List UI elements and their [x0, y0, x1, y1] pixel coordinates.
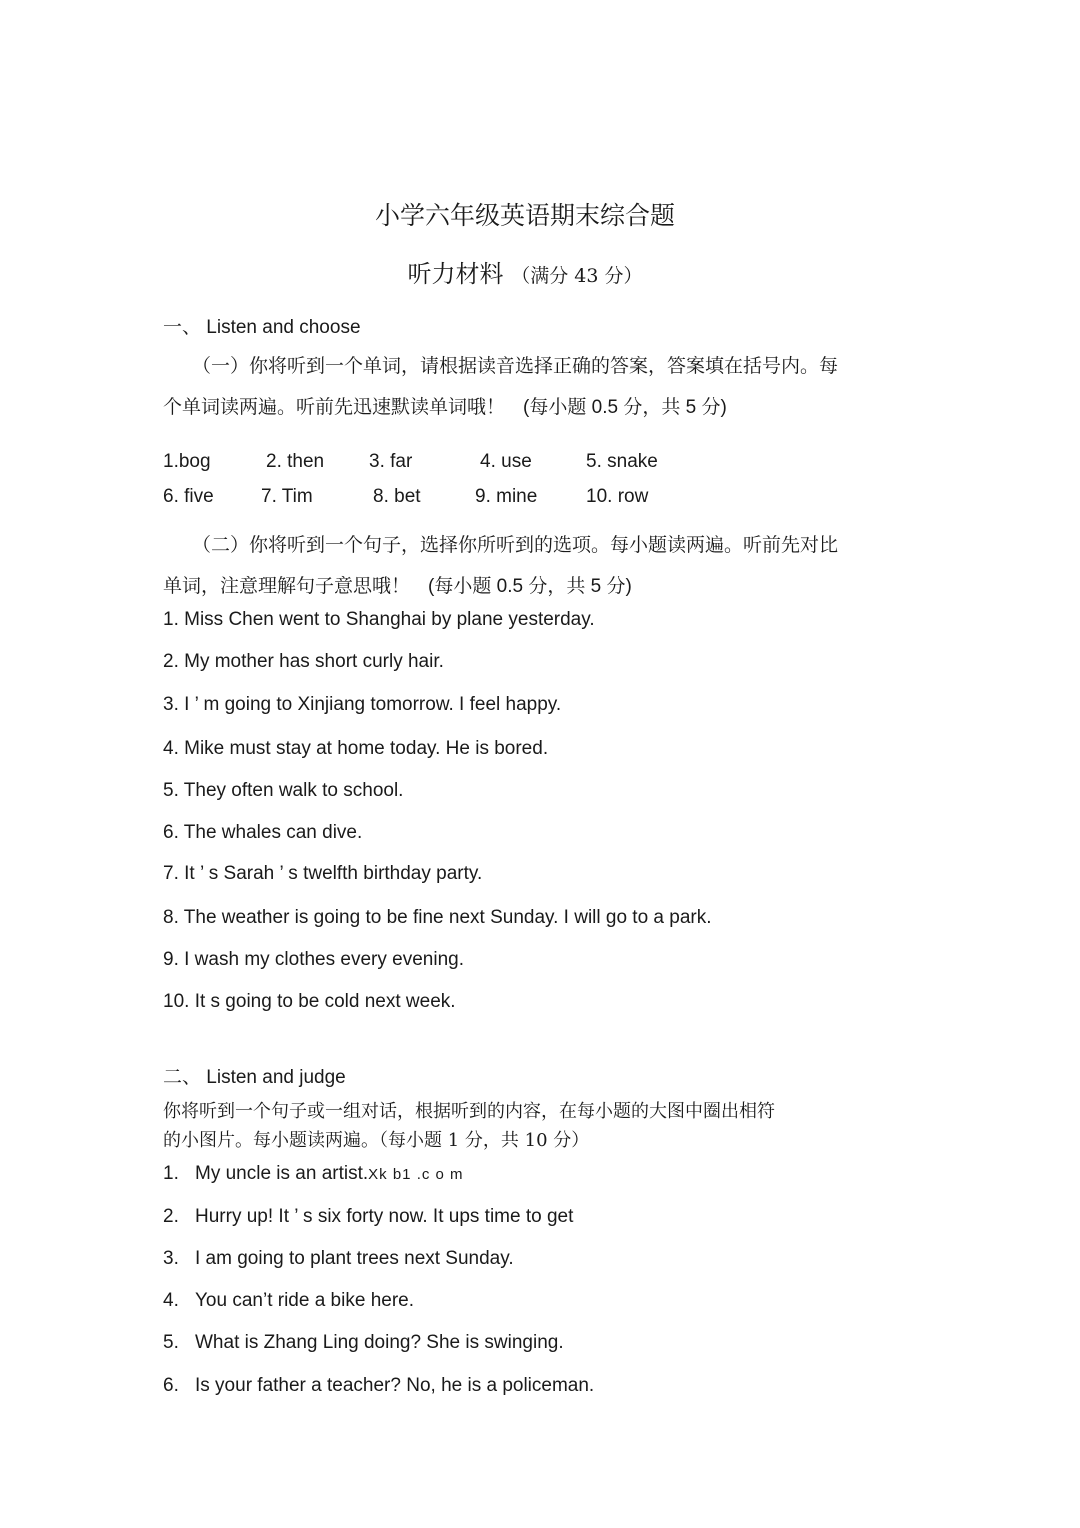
word-item: 7. Tim: [261, 486, 313, 507]
judge-item-text: Is your father a teacher? No, he is a policeman.: [195, 1375, 595, 1396]
page-title: 小学六年级英语期末综合题: [374, 201, 675, 230]
judge-item-number: 6.: [163, 1375, 179, 1396]
word-item: 1.bog: [163, 451, 211, 472]
word-item: 8. bet: [373, 486, 421, 507]
part2-instruction-line2: [163, 571, 632, 598]
judge-item-number: 3.: [163, 1248, 179, 1269]
section1-heading: 一、 Listen and choose: [163, 317, 361, 338]
sentence-item: 2. My mother has short curly hair.: [163, 651, 444, 672]
section2-instruction-line1: 你将听到一个句子或一组对话，根据听到的内容，在每小题的大图中圈出相符: [163, 1101, 775, 1122]
judge-item-text: [195, 1163, 464, 1185]
sentence-item: 6. The whales can dive.: [163, 822, 363, 843]
word-item: 6. five: [163, 486, 214, 507]
word-item: 3. far: [369, 451, 413, 472]
sentence-item: 3. I ’ m going to Xinjiang tomorrow. I feel happy.: [163, 694, 562, 715]
sentence-item: 7. It ’ s Sarah ’ s twelfth birthday party.: [163, 863, 483, 884]
sentence-item: 1. Miss Chen went to Shanghai by plane yesterday.: [163, 609, 595, 630]
part2-instruction-text: 单词，注意理解句子意思哦！: [163, 575, 411, 597]
part1-instruction-line2: [163, 392, 727, 419]
word-item: 9. mine: [475, 486, 538, 507]
subtitle-text: 听力材料: [407, 260, 504, 288]
part1-instruction-line1: （一）你将听到一个单词，请根据读音选择正确的答案，答案填在括号内。每: [192, 355, 839, 377]
section2-instruction-line2: 的小图片。每小题读两遍。（每小题 1 分，共 10 分）: [163, 1130, 590, 1151]
word-item: 2. then: [266, 451, 325, 472]
word-item: 10. row: [586, 486, 649, 507]
judge-item-number: 2.: [163, 1206, 179, 1227]
sentence-item: 4. Mike must stay at home today. He is bored.: [163, 738, 549, 759]
part1-instruction-text: 个单词读两遍。听前先迅速默读单词哦！: [163, 396, 506, 418]
word-item: 5. snake: [586, 451, 658, 472]
judge-item-number: 4.: [163, 1290, 179, 1311]
judge-item-number: 5.: [163, 1332, 179, 1353]
judge-item-text: I am going to plant trees next Sunday.: [195, 1248, 514, 1269]
sentence-item: 8. The weather is going to be fine next Sunday. I will go to a park.: [163, 907, 712, 928]
sentence-item: 9. I wash my clothes every evening.: [163, 949, 464, 970]
page-subtitle: [0, 254, 1050, 289]
judge-item-extra: Xk b1 .c o m: [368, 1166, 464, 1183]
judge-item-text: What is Zhang Ling doing? She is swinging.: [195, 1332, 564, 1353]
part1-instruction-score: (每小题 0.5 分，共 5 分): [523, 397, 727, 418]
judge-item-number: 1.: [163, 1163, 179, 1184]
part2-instruction-line1: （二）你将听到一个句子，选择你所听到的选项。每小题读两遍。听前先对比: [192, 534, 839, 556]
sentence-item: 5. They often walk to school.: [163, 780, 404, 801]
judge-item-text: You can’t ride a bike here.: [195, 1290, 415, 1311]
judge-item-text: Hurry up! It ’ s six forty now. It ups time to get: [195, 1206, 574, 1227]
part2-instruction-score: (每小题 0.5 分，共 5 分): [428, 576, 632, 597]
judge-item-sentence: My uncle is an artist.: [195, 1163, 369, 1184]
word-item: 4. use: [480, 451, 532, 472]
sentence-item: 10. It s going to be cold next week.: [163, 991, 456, 1012]
subtitle-score: （满分 43 分）: [511, 265, 643, 287]
section2-heading: 二、 Listen and judge: [163, 1067, 346, 1088]
